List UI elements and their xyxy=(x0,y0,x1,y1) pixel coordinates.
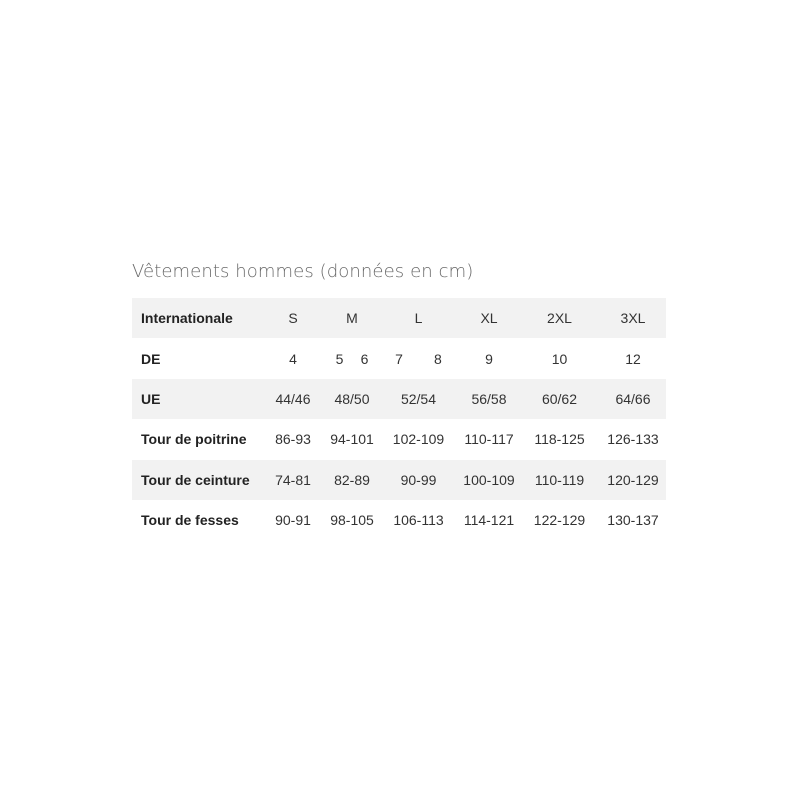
table-cell: 48/50 xyxy=(326,379,378,419)
table-row xyxy=(132,460,666,500)
table-cell: 126-133 xyxy=(607,431,659,448)
table-cell xyxy=(378,338,459,378)
page-title: Vêtements hommes (données en cm) xyxy=(132,261,474,282)
table-cell: 90-91 xyxy=(275,512,311,529)
table-cell: 3XL xyxy=(600,298,666,338)
table-cell-value: 6 xyxy=(360,350,369,367)
table-cell: 64/66 xyxy=(600,379,666,419)
table-cell: 122-129 xyxy=(533,512,586,529)
row-label: DE xyxy=(141,350,161,367)
table-cell-value: 5 xyxy=(335,350,344,367)
table-cell: L xyxy=(378,298,459,338)
size-table xyxy=(132,298,666,540)
row-label: Internationale xyxy=(132,298,260,338)
table-cell: 10 xyxy=(551,350,568,367)
table-cell: 90-99 xyxy=(378,460,459,500)
table-cell: 4 xyxy=(289,350,297,367)
table-cell: 9 xyxy=(485,350,493,367)
table-row xyxy=(132,379,666,419)
table-cell: 94-101 xyxy=(330,431,374,448)
table-cell: 82-89 xyxy=(326,460,378,500)
table-cell: 106-113 xyxy=(393,512,444,529)
table-row xyxy=(132,419,666,459)
table-cell: 52/54 xyxy=(378,379,459,419)
table-cell: 130-137 xyxy=(607,512,659,529)
row-label: Tour de ceinture xyxy=(132,460,260,500)
table-row xyxy=(132,338,666,378)
table-cell: 56/58 xyxy=(459,379,519,419)
table-cell: 118-125 xyxy=(534,431,585,448)
table-cell xyxy=(326,338,378,378)
table-row xyxy=(132,298,666,338)
row-label: Tour de poitrine xyxy=(141,431,247,448)
table-cell-value: 7 xyxy=(395,350,403,367)
table-cell: XL xyxy=(459,298,519,338)
table-cell: 114-121 xyxy=(463,512,515,529)
table-cell: 100-109 xyxy=(459,460,519,500)
table-cell: 86-93 xyxy=(275,431,311,448)
table-cell: 110-117 xyxy=(464,431,514,448)
table-cell: M xyxy=(326,298,378,338)
table-cell: 110-119 xyxy=(519,460,600,500)
table-cell: 2XL xyxy=(519,298,600,338)
table-cell-value: 8 xyxy=(434,350,442,367)
table-cell: S xyxy=(260,298,326,338)
table-cell: 74-81 xyxy=(260,460,326,500)
table-cell: 120-129 xyxy=(600,460,666,500)
row-label: UE xyxy=(132,379,260,419)
table-cell: 60/62 xyxy=(519,379,600,419)
table-cell: 98-105 xyxy=(330,512,374,529)
table-cell: 44/46 xyxy=(260,379,326,419)
table-cell: 102-109 xyxy=(392,431,445,448)
table-row xyxy=(132,500,666,540)
table-cell: 12 xyxy=(625,350,641,367)
row-label: Tour de fesses xyxy=(141,512,239,529)
